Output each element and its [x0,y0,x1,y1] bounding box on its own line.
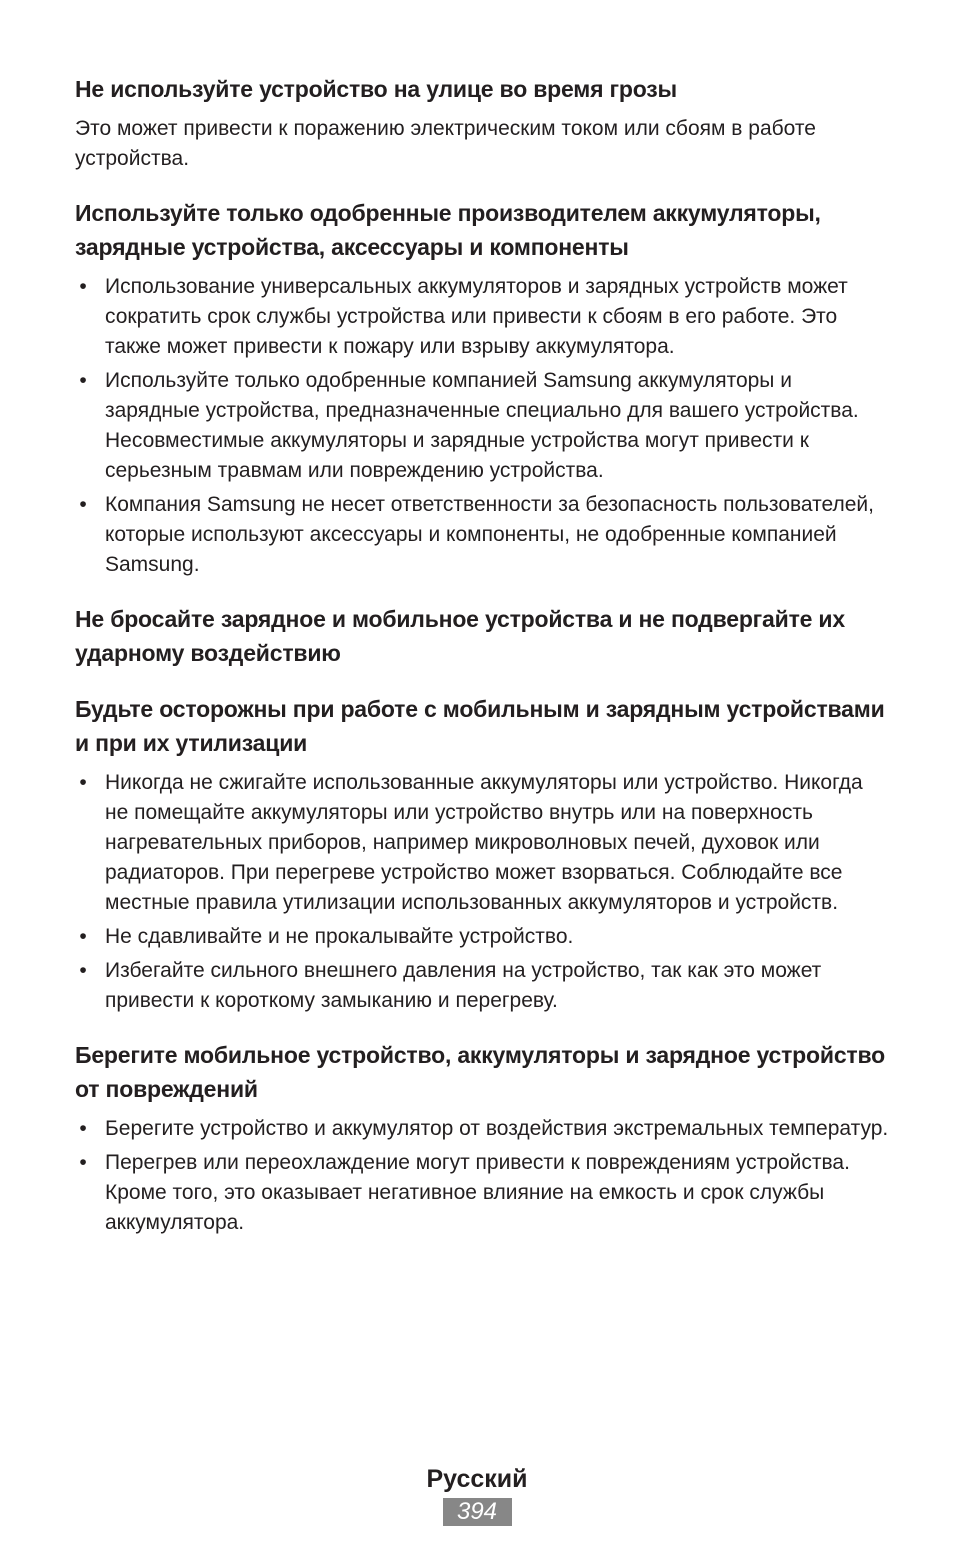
section-paragraph: Это может привести к поражению электрическим током или сбоям в работе устройства. [75,117,816,170]
list-item-text: Никогда не сжигайте использованные аккумуляторы или устройство. Никогда не помещайте аккумуляторы или устройство внутрь или на поверхность нагревательных приборов, например микроволновых печей, духовок или радиаторов. При перегреве устройство может взорваться. Соблюдайте все местные правила утилизации использованных аккумуляторов и устройств. [105,771,863,914]
list-item-text: Перегрев или переохлаждение могут привести к повреждениям устройства. Кроме того, это оказывает негативное влияние на емкость и срок службы аккумулятора. [105,1151,850,1234]
section-approved-accessories [75,196,890,580]
list-item-text: Не сдавливайте и не прокалывайте устройство. [105,925,574,948]
section-heading: Берегите мобильное устройство, аккумуляторы и зарядное устройство от повреждений [75,1042,885,1102]
section-do-not-drop [75,602,890,670]
list-item-text: Берегите устройство и аккумулятор от воздействия экстремальных температур. [105,1117,889,1140]
list-item [75,922,890,952]
section-handling-disposal [75,692,890,1016]
bullet-icon: • [79,493,87,516]
section-thunderstorm [75,72,890,174]
bullet-icon: • [79,1151,87,1174]
bullet-list [75,1114,890,1238]
list-item [75,1114,890,1144]
document-body [75,72,890,1238]
section-heading: Не используйте устройство на улице во время грозы [75,76,677,102]
list-item-text: Компания Samsung не несет ответственности за безопасность пользователей, которые используют аксессуары и компоненты, не одобренные компанией Samsung. [105,493,875,576]
list-item-text: Используйте только одобренные компанией Samsung аккумуляторы и зарядные устройства, предназначенные специально для вашего устройства. Несовместимые аккумуляторы и зарядные устройства могут привести к серьезным травмам или повреждению устройства. [105,369,859,482]
section-heading: Используйте только одобренные производителем аккумуляторы, зарядные устройства, аксессуары и компоненты [75,200,821,260]
bullet-icon: • [79,771,87,794]
list-item [75,1148,890,1238]
bullet-icon: • [79,369,87,392]
bullet-list [75,272,890,580]
section-heading: Будьте осторожны при работе с мобильным и зарядным устройствами и при их утилизации [75,696,885,756]
list-item [75,366,890,486]
list-item [75,768,890,918]
bullet-icon: • [79,1117,87,1140]
bullet-list [75,768,890,1016]
section-protect-from-damage [75,1038,890,1238]
section-heading: Не бросайте зарядное и мобильное устройства и не подвергайте их ударному воздействию [75,606,845,666]
list-item-text: Использование универсальных аккумуляторов и зарядных устройств может сократить срок службы устройства или привести к сбоям в его работе. Это также может привести к пожару или взрыву аккумулятора. [105,275,848,358]
bullet-icon: • [79,959,87,982]
bullet-icon: • [79,925,87,948]
list-item [75,272,890,362]
list-item [75,956,890,1016]
page-footer [0,1462,954,1526]
footer-language: Русский [426,1465,528,1493]
page-number-badge: 394 [443,1498,512,1526]
list-item-text: Избегайте сильного внешнего давления на устройство, так как это может привести к короткому замыканию и перегреву. [105,959,822,1012]
list-item [75,490,890,580]
bullet-icon: • [79,275,87,298]
